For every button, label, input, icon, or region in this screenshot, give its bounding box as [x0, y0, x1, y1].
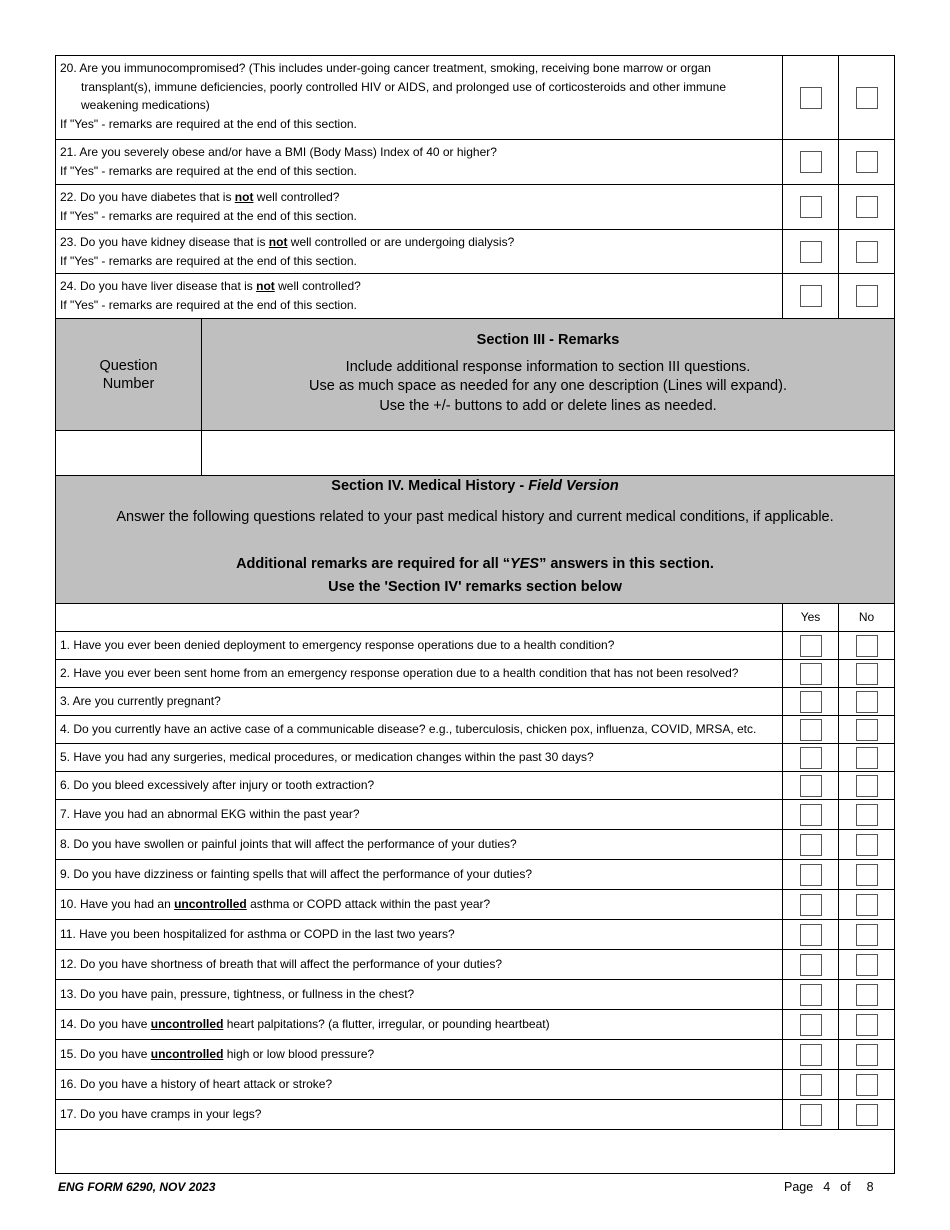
question-text: 15. Do you have uncontrolled high or low blood pressure?: [56, 1040, 783, 1069]
question-text: [56, 185, 783, 229]
question-line: 24. Do you have liver disease that is not well controlled?: [60, 279, 361, 293]
question-line: 20. Are you immunocompromised? (This includes under-going cancer treatment, smoking, receiving bone marrow or organ: [60, 61, 711, 75]
question-row-2: [56, 660, 894, 688]
question-row-24: [56, 274, 894, 319]
no-checkbox[interactable]: [856, 775, 878, 797]
question-row-7: [56, 800, 894, 830]
no-checkbox[interactable]: [856, 1044, 878, 1066]
no-checkbox[interactable]: [856, 1104, 878, 1126]
no-checkbox[interactable]: [856, 1014, 878, 1036]
question-text: 10. Have you had an uncontrolled asthma or COPD attack within the past year?: [56, 890, 783, 919]
yes-checkbox[interactable]: [800, 241, 822, 263]
question-text: 4. Do you currently have an active case of a communicable disease? e.g., tuberculosis, chicken pox, influenza, COVID, MRSA, etc.: [56, 716, 783, 743]
question-row-8: [56, 830, 894, 860]
remarks-field[interactable]: [202, 431, 894, 475]
question-row-1: [56, 632, 894, 660]
yes-checkbox[interactable]: [800, 151, 822, 173]
question-line: 23. Do you have kidney disease that is not well controlled or are undergoing dialysis?: [60, 235, 515, 249]
question-row-11: [56, 920, 894, 950]
question-row-3: [56, 688, 894, 716]
yes-checkbox[interactable]: [800, 984, 822, 1006]
question-number-header: Question Number: [56, 319, 202, 430]
question-line: 22. Do you have diabetes that is not well controlled?: [60, 190, 340, 204]
section4-header: [56, 476, 894, 604]
question-text: 14. Do you have uncontrolled heart palpitations? (a flutter, irregular, or pounding heartbeat): [56, 1010, 783, 1039]
no-checkbox[interactable]: [856, 663, 878, 685]
yes-checkbox[interactable]: [800, 196, 822, 218]
no-checkbox[interactable]: [856, 984, 878, 1006]
yes-checkbox[interactable]: [800, 285, 822, 307]
question-text: 17. Do you have cramps in your legs?: [56, 1100, 783, 1129]
question-row-6: [56, 772, 894, 800]
remarks-instruction-line: Use as much space as needed for any one description (Lines will expand).: [309, 378, 787, 394]
question-text: [56, 230, 783, 273]
yes-checkbox[interactable]: [800, 804, 822, 826]
question-text: [56, 56, 783, 139]
question-text: 16. Do you have a history of heart attack or stroke?: [56, 1070, 783, 1099]
question-row-4: [56, 716, 894, 744]
question-row-5: [56, 744, 894, 772]
question-line: weakening medications): [81, 98, 210, 112]
no-checkbox[interactable]: [856, 635, 878, 657]
no-checkbox[interactable]: [856, 151, 878, 173]
question-row-20: [56, 56, 894, 140]
yes-checkbox[interactable]: [800, 747, 822, 769]
section4-subtitle: Answer the following questions related to your past medical history and current medical conditions, if applicable.: [116, 509, 834, 525]
form-page: [55, 55, 895, 1174]
yes-checkbox[interactable]: [800, 87, 822, 109]
yes-checkbox[interactable]: [800, 775, 822, 797]
yes-checkbox[interactable]: [800, 635, 822, 657]
no-checkbox[interactable]: [856, 924, 878, 946]
remarks-instruction-line: Use the +/- buttons to add or delete lines as needed.: [379, 397, 717, 414]
question-row-13: [56, 980, 894, 1010]
yes-checkbox[interactable]: [800, 1104, 822, 1126]
blank-row: [56, 1130, 894, 1172]
remarks-entry-row: [56, 431, 894, 476]
yes-no-header-row: [56, 604, 894, 632]
yes-checkbox[interactable]: [800, 691, 822, 713]
question-row-21: [56, 140, 894, 185]
remarks-note: If "Yes" - remarks are required at the end of this section.: [60, 253, 357, 268]
question-text: 9. Do you have dizziness or fainting spells that will affect the performance of your duties?: [56, 860, 783, 889]
yes-checkbox[interactable]: [800, 719, 822, 741]
question-text: 11. Have you been hospitalized for asthma or COPD in the last two years?: [56, 920, 783, 949]
question-text: 7. Have you had an abnormal EKG within the past year?: [56, 800, 783, 829]
question-row-17: [56, 1100, 894, 1130]
remarks-note: If "Yes" - remarks are required at the end of this section.: [60, 163, 357, 178]
no-checkbox[interactable]: [856, 719, 878, 741]
yes-checkbox[interactable]: [800, 834, 822, 856]
yes-checkbox[interactable]: [800, 663, 822, 685]
question-text: 5. Have you had any surgeries, medical procedures, or medication changes within the past 30 days?: [56, 744, 783, 771]
yes-checkbox[interactable]: [800, 924, 822, 946]
question-text: 12. Do you have shortness of breath that will affect the performance of your duties?: [56, 950, 783, 979]
remarks-title: Section III - Remarks: [476, 332, 620, 348]
no-checkbox[interactable]: [856, 196, 878, 218]
yes-checkbox[interactable]: [800, 864, 822, 886]
yes-checkbox[interactable]: [800, 1014, 822, 1036]
question-row-22: [56, 185, 894, 230]
question-text: [56, 140, 783, 184]
page-indicator: Page 4 of 8: [784, 1180, 874, 1194]
form-identifier: ENG FORM 6290, NOV 2023: [58, 1180, 216, 1194]
section4-remarks-instruction: Use the 'Section IV' remarks section below: [328, 579, 622, 595]
remarks-instructions: [202, 319, 894, 430]
remarks-instruction-line: Include additional response information to section III questions.: [345, 358, 751, 375]
question-text: 3. Are you currently pregnant?: [56, 688, 783, 715]
no-checkbox[interactable]: [856, 954, 878, 976]
no-checkbox[interactable]: [856, 834, 878, 856]
question-number-field[interactable]: [56, 431, 202, 475]
yes-column-header: Yes: [783, 604, 839, 631]
question-text: 13. Do you have pain, pressure, tightness, or fullness in the chest?: [56, 980, 783, 1009]
no-column-header: No: [858, 610, 875, 624]
no-checkbox[interactable]: [856, 894, 878, 916]
question-row-9: [56, 860, 894, 890]
question-text: 2. Have you ever been sent home from an emergency response operation due to a health condition that has not been resolved?: [56, 660, 783, 687]
no-checkbox[interactable]: [856, 241, 878, 263]
question-row-23: [56, 230, 894, 274]
no-checkbox[interactable]: [856, 804, 878, 826]
question-row-14: [56, 1010, 894, 1040]
no-checkbox[interactable]: [856, 864, 878, 886]
section4-title: Section IV. Medical History - Field Version: [331, 478, 619, 494]
question-line: 21. Are you severely obese and/or have a BMI (Body Mass) Index of 40 or higher?: [60, 145, 497, 159]
no-checkbox[interactable]: [856, 285, 878, 307]
no-checkbox[interactable]: [856, 87, 878, 109]
no-checkbox[interactable]: [856, 691, 878, 713]
remarks-note: If "Yes" - remarks are required at the end of this section.: [60, 116, 357, 131]
question-text: [56, 274, 783, 318]
yes-checkbox[interactable]: [800, 954, 822, 976]
yes-checkbox[interactable]: [800, 894, 822, 916]
question-row-16: [56, 1070, 894, 1100]
question-row-10: [56, 890, 894, 920]
no-checkbox[interactable]: [856, 747, 878, 769]
section4-remarks-note: Additional remarks are required for all “YES” answers in this section.: [236, 556, 714, 572]
question-line: transplant(s), immune deficiencies, poorly controlled HIV or AIDS, and prolonged use of corticosteroids and other immune: [81, 79, 726, 94]
yes-checkbox[interactable]: [800, 1074, 822, 1096]
question-row-12: [56, 950, 894, 980]
question-row-15: [56, 1040, 894, 1070]
yes-checkbox[interactable]: [800, 1044, 822, 1066]
question-text: 6. Do you bleed excessively after injury or tooth extraction?: [56, 772, 783, 799]
remarks-note: If "Yes" - remarks are required at the end of this section.: [60, 208, 357, 223]
remarks-note: If "Yes" - remarks are required at the end of this section.: [60, 297, 357, 312]
no-checkbox[interactable]: [856, 1074, 878, 1096]
question-text: 1. Have you ever been denied deployment to emergency response operations due to a health condition?: [56, 632, 783, 659]
section3-remarks-header: [56, 319, 894, 431]
question-text: 8. Do you have swollen or painful joints that will affect the performance of your duties?: [56, 830, 783, 859]
